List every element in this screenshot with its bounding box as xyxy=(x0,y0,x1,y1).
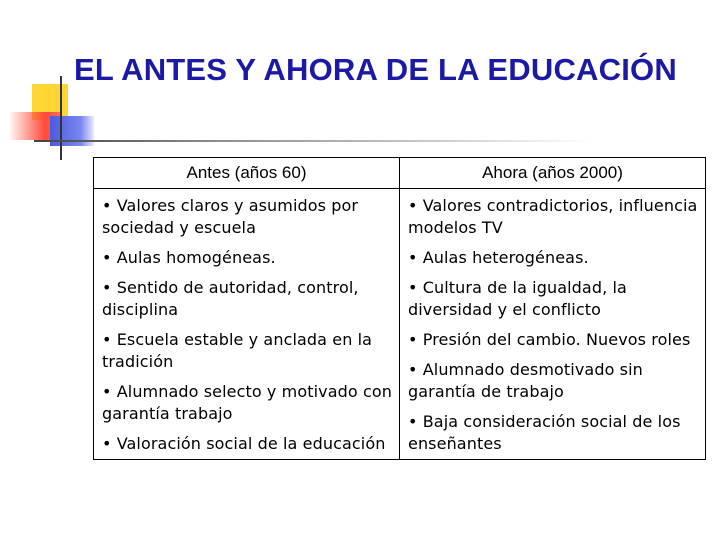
ahora-cell xyxy=(400,189,706,460)
list-item: • Valores contradictorios, influencia modelos TV xyxy=(408,196,698,237)
list-item: • Valores claros y asumidos por sociedad y escuela xyxy=(102,196,359,237)
list-item: • Valoración social de la educación xyxy=(102,434,386,453)
list-item: • Presión del cambio. Nuevos roles xyxy=(408,330,691,349)
column-header-ahora: Ahora (años 2000) xyxy=(400,158,706,189)
list-item: • Aulas homogéneas. xyxy=(102,248,276,267)
antes-cell xyxy=(94,189,400,460)
list-item: • Sentido de autoridad, control, disciplina xyxy=(102,278,359,319)
slide-title: EL ANTES Y AHORA DE LA EDUCACIÓN xyxy=(74,52,677,87)
list-item: • Alumnado desmotivado sin garantía de trabajo xyxy=(408,360,643,401)
list-item: • Alumnado selecto y motivado con garantía trabajo xyxy=(102,382,393,423)
list-item: • Cultura de la igualdad, la diversidad y el conflicto xyxy=(408,278,627,319)
title-underline xyxy=(34,140,594,142)
list-item: • Aulas heterogéneas. xyxy=(408,248,589,267)
list-item: • Escuela estable y anclada en la tradición xyxy=(102,330,373,371)
table-header-row xyxy=(94,158,706,189)
decorative-vertical-line xyxy=(60,76,62,160)
comparison-table xyxy=(93,157,706,460)
list-item: • Baja consideración social de los enseñantes xyxy=(408,412,681,453)
column-header-antes: Antes (años 60) xyxy=(94,158,400,189)
table-row xyxy=(94,189,706,460)
